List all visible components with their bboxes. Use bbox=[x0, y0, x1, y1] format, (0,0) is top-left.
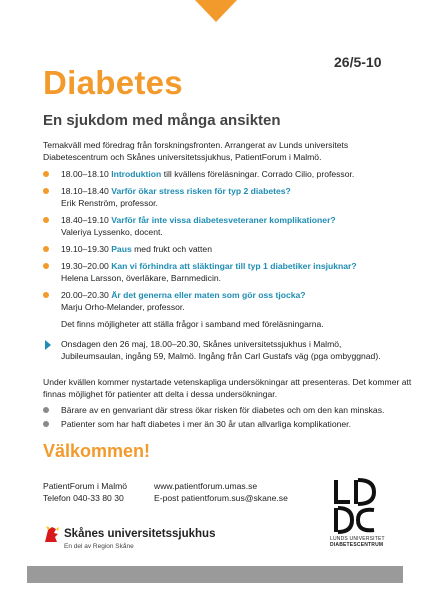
program-item bbox=[43, 168, 403, 180]
program-item bbox=[43, 260, 403, 284]
event-date: 26/5-10 bbox=[334, 54, 382, 70]
ludc-logo-line2: DIABETESCENTRUM bbox=[330, 542, 384, 548]
research-item-text: Patienter som har haft diabetes i mer än 30 år utan allvarliga komplikationer. bbox=[61, 419, 351, 429]
program-item bbox=[43, 185, 403, 209]
skane-griffin-logo-icon bbox=[43, 524, 61, 544]
questions-note: Det finns möjligheter att ställa frågor i samband med föreläsningarna. bbox=[61, 319, 324, 329]
program-time: 19.10–19.30 bbox=[61, 244, 109, 254]
program-topic: Varför får inte vissa diabetesveteraner komplikationer? bbox=[111, 215, 336, 225]
bullet-icon bbox=[43, 246, 49, 252]
bullet-icon bbox=[43, 263, 49, 269]
contact-block bbox=[43, 480, 288, 504]
contact-phone: Telefon 040-33 80 30 bbox=[43, 493, 124, 503]
program-speaker: Erik Renström, professor. bbox=[61, 198, 158, 208]
program-time: 18.40–19.10 bbox=[61, 215, 109, 225]
ludc-logo-line1: LUNDS UNIVERSITET bbox=[330, 536, 385, 542]
arrow-right-icon bbox=[45, 340, 51, 350]
program-item bbox=[43, 243, 403, 255]
contact-web-link[interactable]: www.patientforum.umas.se bbox=[154, 481, 258, 491]
program-time: 18.10–18.40 bbox=[61, 186, 109, 196]
program-topic: Introduktion bbox=[111, 169, 162, 179]
skane-logo-name: Skånes universitetssjukhus bbox=[64, 528, 216, 540]
program-speaker: Valeriya Lyssenko, docent. bbox=[61, 227, 163, 237]
program-time: 19.30–20.00 bbox=[61, 261, 109, 271]
bullet-icon bbox=[43, 292, 49, 298]
program-time: 18.00–18.10 bbox=[61, 169, 109, 179]
program-item bbox=[43, 289, 403, 313]
program-rest: till kvällens föreläsningar. Corrado Cilio, professor. bbox=[163, 169, 355, 179]
venue-info bbox=[43, 338, 403, 362]
program-speaker: Marju Orho-Melander, professor. bbox=[61, 302, 185, 312]
program-topic: Paus bbox=[111, 244, 132, 254]
program-list bbox=[43, 168, 403, 362]
program-topic: Varför ökar stress risken för typ 2 diabetes? bbox=[111, 186, 291, 196]
bullet-icon bbox=[43, 188, 49, 194]
footer-bar bbox=[27, 566, 403, 583]
venue-text: Onsdagen den 26 maj, 18.00–20.30, Skånes universitetssjukhus i Malmö, Jubileumsaulan, ingång 59, Malmö. Ingång från Carl Gustafs väg (pga ombyggnad). bbox=[61, 339, 381, 361]
ludc-logo-icon bbox=[330, 478, 380, 534]
top-triangle-decoration bbox=[195, 0, 237, 22]
research-section bbox=[43, 376, 413, 432]
program-rest: med frukt och vatten bbox=[134, 244, 212, 254]
bullet-icon bbox=[43, 217, 49, 223]
research-item bbox=[43, 418, 413, 430]
bullet-icon bbox=[43, 407, 49, 413]
page-title: Diabetes bbox=[43, 64, 183, 101]
program-topic: Är det generna eller maten som gör oss tjocka? bbox=[111, 290, 306, 300]
page-subtitle: En sjukdom med många ansikten bbox=[43, 112, 281, 129]
program-speaker: Helena Larsson, överläkare, Barnmedicin. bbox=[61, 273, 222, 283]
bullet-icon bbox=[43, 421, 49, 427]
contact-org: PatientForum i Malmö bbox=[43, 481, 128, 491]
research-text: Under kvällen kommer nystartade vetenskapliga undersökningar att presenteras. Det kommer att finnas möjlighet för patienter att delta i dessa undersökningar. bbox=[43, 377, 412, 399]
bullet-icon bbox=[43, 171, 49, 177]
skane-logo-sub: En del av Region Skåne bbox=[64, 543, 134, 550]
intro-text: Temakväll med föredrag från forskningsfronten. Arrangerat av Lunds universitets Diabetescentrum och Skånes universitetssjukhus, PatientForum i Malmö. bbox=[43, 140, 349, 162]
welcome-heading: Välkommen! bbox=[43, 441, 151, 461]
program-topic: Kan vi förhindra att släktingar till typ 1 diabetiker insjuknar? bbox=[111, 261, 357, 271]
program-time: 20.00–20.30 bbox=[61, 290, 109, 300]
program-item bbox=[43, 214, 403, 238]
research-item-text: Bärare av en genvariant där stress ökar risken för diabetes och om den kan minskas. bbox=[61, 405, 385, 415]
contact-email-link[interactable]: E-post patientforum.sus@skane.se bbox=[154, 493, 288, 503]
research-item bbox=[43, 404, 413, 416]
